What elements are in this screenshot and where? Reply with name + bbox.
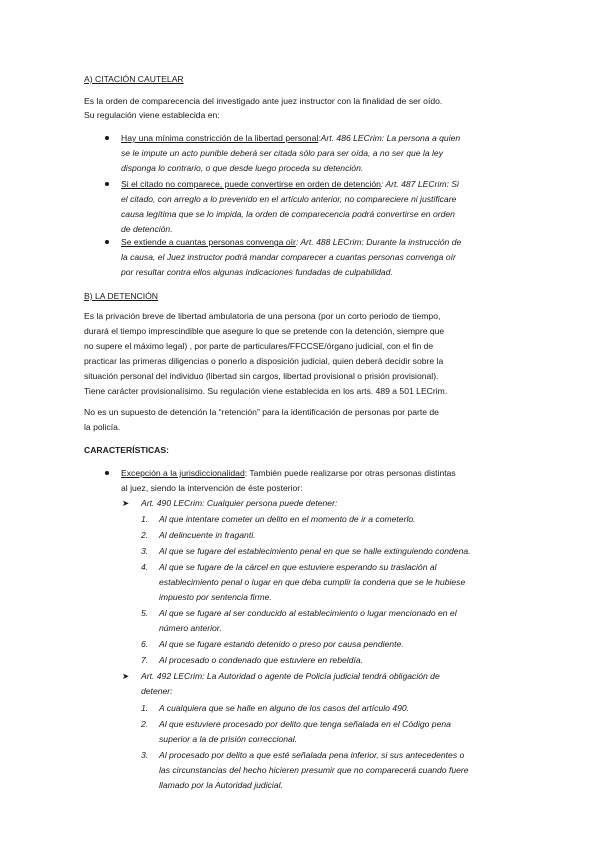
- arrow-bullet-icon: ➤: [122, 498, 130, 508]
- bullet-icon: [105, 471, 109, 475]
- citacion-bullet-3-text: : Art. 488 LECrim: Durante la instrucción de: [295, 237, 462, 247]
- art-490-item-5-number: 5.: [141, 608, 149, 618]
- art-490-item-7-line-1: Al procesado o condenado que estuviere en rebeldía.: [159, 655, 364, 665]
- art-490-item-2-line-1: Al delincuente in fraganti.: [159, 530, 256, 540]
- art-490-item-2-number: 2.: [141, 530, 149, 540]
- detencion-para-2-line-1: No es un supuesto de detención la “retención” para la identificación de personas por parte de: [84, 407, 439, 417]
- art-492-label-line-2: detener:: [141, 686, 173, 696]
- art-490-label: Art. 490 LECrim: Cualquier persona puede detener:: [141, 498, 338, 508]
- art-492-item-1-number: 1.: [141, 703, 149, 713]
- citacion-bullet-2-line-3: causa legítima que se lo impida, la orden de comparecencia podrá convertirse en orden: [121, 209, 455, 219]
- section-a-heading: A) CITACIÓN CAUTELAR: [84, 74, 184, 84]
- detencion-para-1-line-2: durará el tiempo imprescindible que asegure lo que se pretende con la detención, siempre que: [84, 326, 445, 336]
- bullet-icon: [105, 240, 109, 244]
- art-490-item-1-number: 1.: [141, 514, 149, 524]
- bullet-icon: [105, 136, 109, 140]
- citacion-bullet-2-title: Si el citado no comparece, puede convertirse en orden de detención: [121, 179, 381, 189]
- characteristic-line-2: al juez, siendo la intervención de éste posterior:: [121, 483, 303, 493]
- citacion-bullet-1-line-2: se le impute un acto punible deberá ser citada sólo para ser oída, a no ser que la ley: [121, 148, 443, 158]
- section-b-heading: B) LA DETENCIÓN: [84, 291, 159, 301]
- detencion-para-1-line-6: Tiene carácter provisionalísimo. Su regulación viene establecida en los arts. 489 a 501 LECrim.: [84, 386, 448, 396]
- bullet-icon: [105, 182, 109, 186]
- art-492-item-3-line-3: llamado por la Autoridad judicial.: [159, 780, 283, 790]
- citacion-bullet-3-line-3: por resultar contra ellos algunas indicaciones fundadas de culpabilidad.: [121, 267, 393, 277]
- section-a-intro-line-2: Su regulación viene establecida en:: [84, 110, 220, 120]
- art-490-item-6-number: 6.: [141, 639, 149, 649]
- citacion-bullet-2-line-2: el citado, con arreglo a lo prevenido en el artículo anterior, no compareciere ni justificare: [121, 194, 457, 204]
- characteristic-title: Excepción a la jurisdiccionalidad: [121, 468, 245, 478]
- art-490-item-4-line-1: Al que se fugare de la cárcel en que estuviere esperando su traslación al: [159, 562, 437, 572]
- citacion-bullet-1-title: Hay una mínima constricción de la libertad personal: [121, 133, 319, 143]
- characteristics-heading: CARACTERÍSTICAS:: [84, 445, 169, 455]
- citacion-bullet-2-line-4: de detención.: [121, 224, 173, 234]
- section-a-intro-line-1: Es la orden de comparecencia del investigado ante juez instructor con la finalidad de ser oído.: [84, 96, 443, 106]
- art-492-item-1-line-1: A cualquiera que se halle en alguno de los casos del artículo 490.: [159, 703, 410, 713]
- citacion-bullet-1-line-3: disponga lo contrario, o que desde luego proceda su detención.: [121, 163, 364, 173]
- art-490-item-5-line-2: número anterior.: [159, 623, 222, 633]
- citacion-bullet-2-line-1: [121, 179, 459, 189]
- detencion-para-2-line-2: la policía.: [84, 422, 121, 432]
- art-490-item-1-line-1: Al que intentare cometer un delito en el momento de ir a cometerlo.: [159, 514, 416, 524]
- detencion-para-1-line-4: practicar las primeras diligencias o ponerlo a disposición judicial, quien deberá decidir sobre la: [84, 356, 444, 366]
- detencion-para-1-line-3: no supere el máximo legal) , por parte de particulares/FFCCSE/órgano judicial, con el fin de: [84, 341, 434, 351]
- characteristic-line-1: [121, 468, 456, 478]
- citacion-bullet-1-line-1: [121, 133, 460, 143]
- art-490-item-7-number: 7.: [141, 655, 149, 665]
- art-490-item-6-line-1: Al que se fugare estando detenido o preso por causa pendiente.: [159, 639, 404, 649]
- detencion-para-1-line-1: Es la privación breve de libertad ambulatoria de una persona (por un corto periodo de tiempo,: [84, 311, 441, 321]
- detencion-para-1-line-5: situación personal del individuo (libertad sin cargos, libertad provisional o prisión provisional).: [84, 371, 439, 381]
- art-490-item-5-line-1: Al que se fugare al ser conducido al establecimiento o lugar mencionado en el: [159, 608, 457, 618]
- art-490-item-4-line-3: impuesto por sentencia firme.: [159, 592, 272, 602]
- arrow-bullet-icon: ➤: [122, 671, 130, 681]
- citacion-bullet-3-line-2: la causa, el Juez instructor podrá mandar comparecer a cuantas personas convenga oír: [121, 252, 456, 262]
- citacion-bullet-3-line-1: [121, 237, 461, 247]
- art-492-item-2-line-1: Al que estuviere procesado por delito que tenga señalada en el Código pena: [159, 719, 451, 729]
- art-492-label-line-1: Art. 492 LECrim: La Autoridad o agente de Policía judicial tendrá obligación de: [141, 671, 440, 681]
- art-490-item-4-number: 4.: [141, 562, 149, 572]
- art-492-item-2-number: 2.: [141, 719, 149, 729]
- characteristic-text: : También puede realizarse por otras personas distintas: [244, 468, 456, 478]
- art-492-item-3-number: 3.: [141, 750, 149, 760]
- art-492-item-2-line-2: superior a la de prisión correccional.: [159, 734, 298, 744]
- citacion-bullet-1-text: :Art. 486 LECrim: La persona a quien: [318, 133, 461, 143]
- art-490-item-4-line-2: establecimiento penal o lugar en que deba cumplir la condena que se le hubiese: [159, 577, 466, 587]
- citacion-bullet-2-text: : Art. 487 LECrim: Si: [380, 179, 459, 189]
- citacion-bullet-3-title: Se extiende a cuantas personas convenga oír: [121, 237, 296, 247]
- art-490-item-3-line-1: Al que se fugare del establecimiento penal en que se halle extinguiendo condena.: [159, 546, 471, 556]
- art-492-item-3-line-2: las circunstancias del hecho hicieren presumir que no comparecerá cuando fuere: [159, 765, 469, 775]
- art-492-item-3-line-1: Al procesado por delito a que esté señalada pena inferior, si sus antecedentes o: [159, 750, 465, 760]
- art-490-item-3-number: 3.: [141, 546, 149, 556]
